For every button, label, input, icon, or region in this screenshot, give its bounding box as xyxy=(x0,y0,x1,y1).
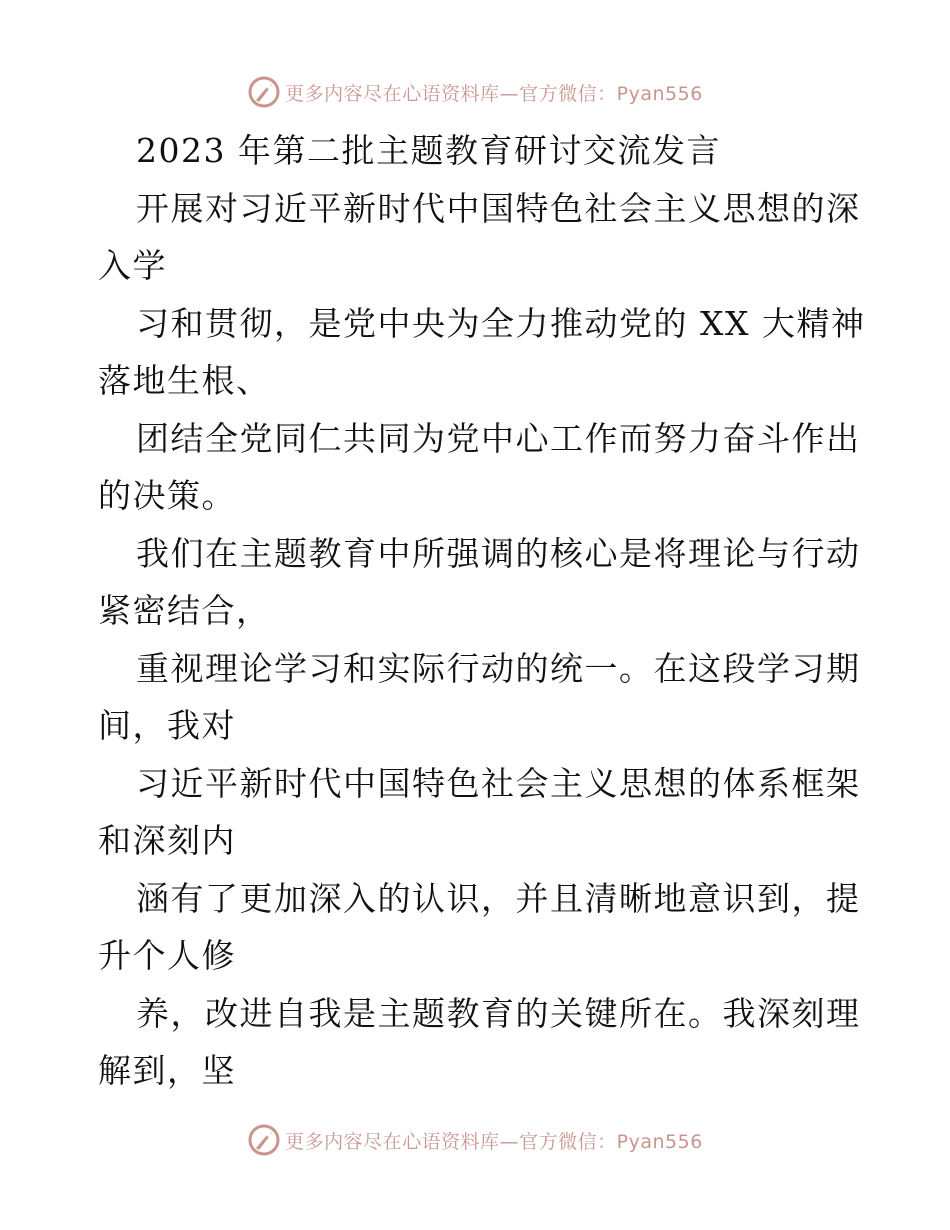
text-line: 和深刻内 xyxy=(98,821,236,860)
text-line: 开展对习近平新时代中国特色社会主义思想的深 xyxy=(136,188,861,228)
text-line: 解到，坚 xyxy=(98,1051,236,1090)
text-line: 重视理论学习和实际行动的统一。在这段学习期 xyxy=(136,648,861,688)
text-line: 落地生根、 xyxy=(98,361,271,400)
text-line: 习和贯彻，是党中央为全力推动党的 XX 大精神 xyxy=(136,303,866,343)
text-line: 紧密结合， xyxy=(98,591,271,630)
watermark-text: 更多内容尽在心语资料库—官方微信：Pyan556 xyxy=(285,82,703,105)
text-line: 间，我对 xyxy=(98,706,236,745)
pen-nib-logo-icon xyxy=(247,1123,281,1157)
header-watermark xyxy=(0,72,950,112)
text-line: 习近平新时代中国特色社会主义思想的体系框架 xyxy=(136,763,861,803)
text-line: 涵有了更加深入的认识，并且清晰地意识到，提 xyxy=(136,878,861,918)
watermark-text: 更多内容尽在心语资料库—官方微信：Pyan556 xyxy=(285,1130,703,1153)
footer-watermark xyxy=(0,1120,950,1160)
document-title: 2023 年第二批主题教育研讨交流发言 xyxy=(136,131,721,170)
text-line: 的决策。 xyxy=(98,476,236,515)
text-line: 升个人修 xyxy=(98,936,236,975)
text-line: 我们在主题教育中所强调的核心是将理论与行动 xyxy=(136,533,861,573)
pen-nib-logo-icon xyxy=(247,75,281,109)
text-line: 团结全党同仁共同为党中心工作而努力奋斗作出 xyxy=(136,418,861,458)
text-line: 入学 xyxy=(98,246,167,285)
document-body xyxy=(98,122,866,1100)
text-line: 养，改进自我是主题教育的关键所在。我深刻理 xyxy=(136,993,861,1033)
